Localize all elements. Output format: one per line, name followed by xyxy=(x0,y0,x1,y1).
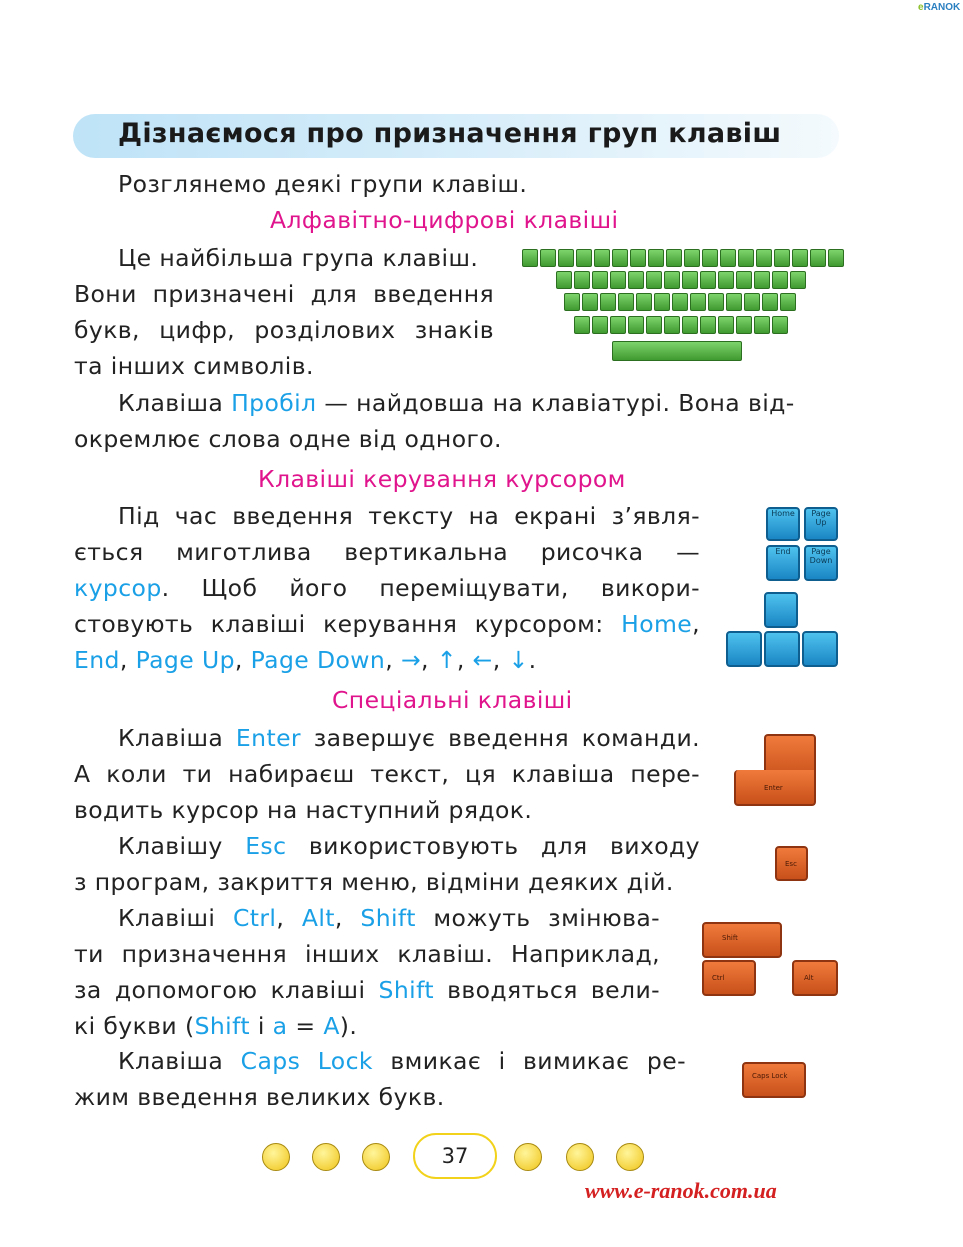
page-title: Дізнаємося про призначення груп клавіш xyxy=(118,118,782,149)
arrow-right-icon: → xyxy=(400,646,422,674)
website-url: www.e-ranok.com.ua xyxy=(585,1178,777,1203)
keyword-esc: Esc xyxy=(245,832,287,860)
keyboard-row-3 xyxy=(564,293,796,311)
enter-line-1: Клавіша Enter завершує введення команди. xyxy=(118,724,700,752)
end-key: End xyxy=(766,545,800,581)
alphanumeric-keyboard-image xyxy=(520,247,842,365)
keyword-page-up: Page Up xyxy=(135,646,235,674)
subheading-special: Спеціальні клавіші xyxy=(332,686,573,714)
cursor-line-2: ється миготлива вертикальна рисочка — xyxy=(74,538,700,566)
publisher-logo xyxy=(918,2,960,13)
keyword-alt: Alt xyxy=(301,904,335,932)
esc-line-1: Клавішу Esc використовують для виходу xyxy=(118,832,700,860)
cursor-keys-image xyxy=(760,505,840,670)
alpha-line-1: Це найбільша група клавіш. xyxy=(118,244,479,272)
keyword-cursor: курсор xyxy=(74,574,162,602)
home-key: Home xyxy=(766,507,800,541)
smiley-icon xyxy=(262,1143,290,1171)
cursor-line-3: курсор. Щоб його переміщувати, викори- xyxy=(74,574,700,602)
logo-text: RANOK xyxy=(923,2,961,13)
cursor-paragraph xyxy=(74,498,700,678)
keyboard-row-4 xyxy=(574,316,788,334)
page-down-key: Page Down xyxy=(804,545,838,581)
page-number: 37 xyxy=(413,1133,497,1179)
alpha-line-2: Вони призначені для введення xyxy=(74,280,494,308)
keyword-end: End xyxy=(74,646,120,674)
keyword-shift: Shift xyxy=(360,904,416,932)
alpha-line-3: букв, цифр, розділових знаків xyxy=(74,316,494,344)
smiley-icon xyxy=(312,1143,340,1171)
mod-line-1: Клавіші Ctrl, Alt, Shift можуть змінюва- xyxy=(118,904,660,932)
mod-line-4: кі букви (Shift і а = А). xyxy=(74,1012,358,1040)
arrow-left-icon: ← xyxy=(472,646,493,674)
caps-line-2: жим введення великих букв. xyxy=(74,1083,445,1111)
space-line-2: окремлює слова одне від одного. xyxy=(74,425,502,453)
keyword-space: Пробіл xyxy=(231,389,317,417)
smiley-icon xyxy=(616,1143,644,1171)
cursor-line-4: стовують клавіші керування курсором: Home, xyxy=(74,610,700,638)
smiley-icon xyxy=(362,1143,390,1171)
keyword-shift-3: Shift xyxy=(194,1012,250,1040)
space-paragraph xyxy=(74,385,838,457)
keyword-a-upper: А xyxy=(323,1012,340,1040)
intro-text: Розглянемо деякі групи клавіш. xyxy=(118,170,528,198)
esc-key: Esc xyxy=(775,846,808,881)
right-arrow-key xyxy=(802,631,838,667)
cursor-line-5: End, Page Up, Page Down, →, ↑, ←, ↓. xyxy=(74,646,537,674)
cursor-line-1: Під час введення тексту на екрані з’явля- xyxy=(118,502,700,530)
smiley-icon xyxy=(566,1143,594,1171)
keyboard-row-2 xyxy=(556,271,806,289)
keyword-ctrl: Ctrl xyxy=(232,904,277,932)
alpha-paragraph xyxy=(74,240,494,384)
enter-key: Enter xyxy=(734,770,816,806)
caps-paragraph xyxy=(74,1043,686,1115)
mod-line-2: ти призначення інших клавіш. Наприклад, xyxy=(74,940,660,968)
arrow-down-icon: ↓ xyxy=(508,646,529,674)
keyboard-row-1 xyxy=(522,249,844,267)
keyword-shift-2: Shift xyxy=(378,976,434,1004)
subheading-alpha: Алфавітно-цифрові клавіші xyxy=(270,206,619,234)
caps-line-1: Клавіша Caps Lock вмикає і вимикає ре- xyxy=(118,1047,686,1075)
esc-line-2: з програм, закриття меню, відміни деяких дій. xyxy=(74,868,674,896)
keyword-page-down: Page Down xyxy=(250,646,386,674)
keyword-a-lower: а xyxy=(272,1012,288,1040)
space-line-1: Клавіша Пробіл — найдовша на клавіатурі. Вона від- xyxy=(118,389,795,417)
smiley-icon xyxy=(514,1143,542,1171)
enter-line-3: водить курсор на наступний рядок. xyxy=(74,796,533,824)
mod-line-3: за допомогою клавіші Shift вводяться вели- xyxy=(74,976,660,1004)
intro-paragraph xyxy=(74,166,854,202)
alt-key: Alt xyxy=(792,960,838,996)
keyword-home: Home xyxy=(621,610,693,638)
logo-mark: e xyxy=(918,2,924,13)
up-arrow-key xyxy=(764,592,798,628)
subheading-cursor: Клавіші керування курсором xyxy=(258,465,626,493)
enter-line-2: А коли ти набираєш текст, ця клавіша пере- xyxy=(74,760,700,788)
arrow-up-icon: ↑ xyxy=(436,646,457,674)
keyword-caps-lock: Caps Lock xyxy=(240,1047,373,1075)
enter-paragraph xyxy=(74,720,700,828)
modifier-paragraph xyxy=(74,900,660,1044)
left-arrow-key xyxy=(726,631,762,667)
page-up-key: Page Up xyxy=(804,507,838,541)
alpha-line-4: та інших символів. xyxy=(74,352,314,380)
keyword-enter: Enter xyxy=(235,724,301,752)
shift-key: Shift xyxy=(702,922,782,958)
spacebar-key xyxy=(612,341,742,361)
down-arrow-key xyxy=(764,631,800,667)
esc-paragraph xyxy=(74,828,700,900)
caps-lock-key: Caps Lock xyxy=(742,1062,806,1098)
ctrl-key: Ctrl xyxy=(702,960,756,996)
